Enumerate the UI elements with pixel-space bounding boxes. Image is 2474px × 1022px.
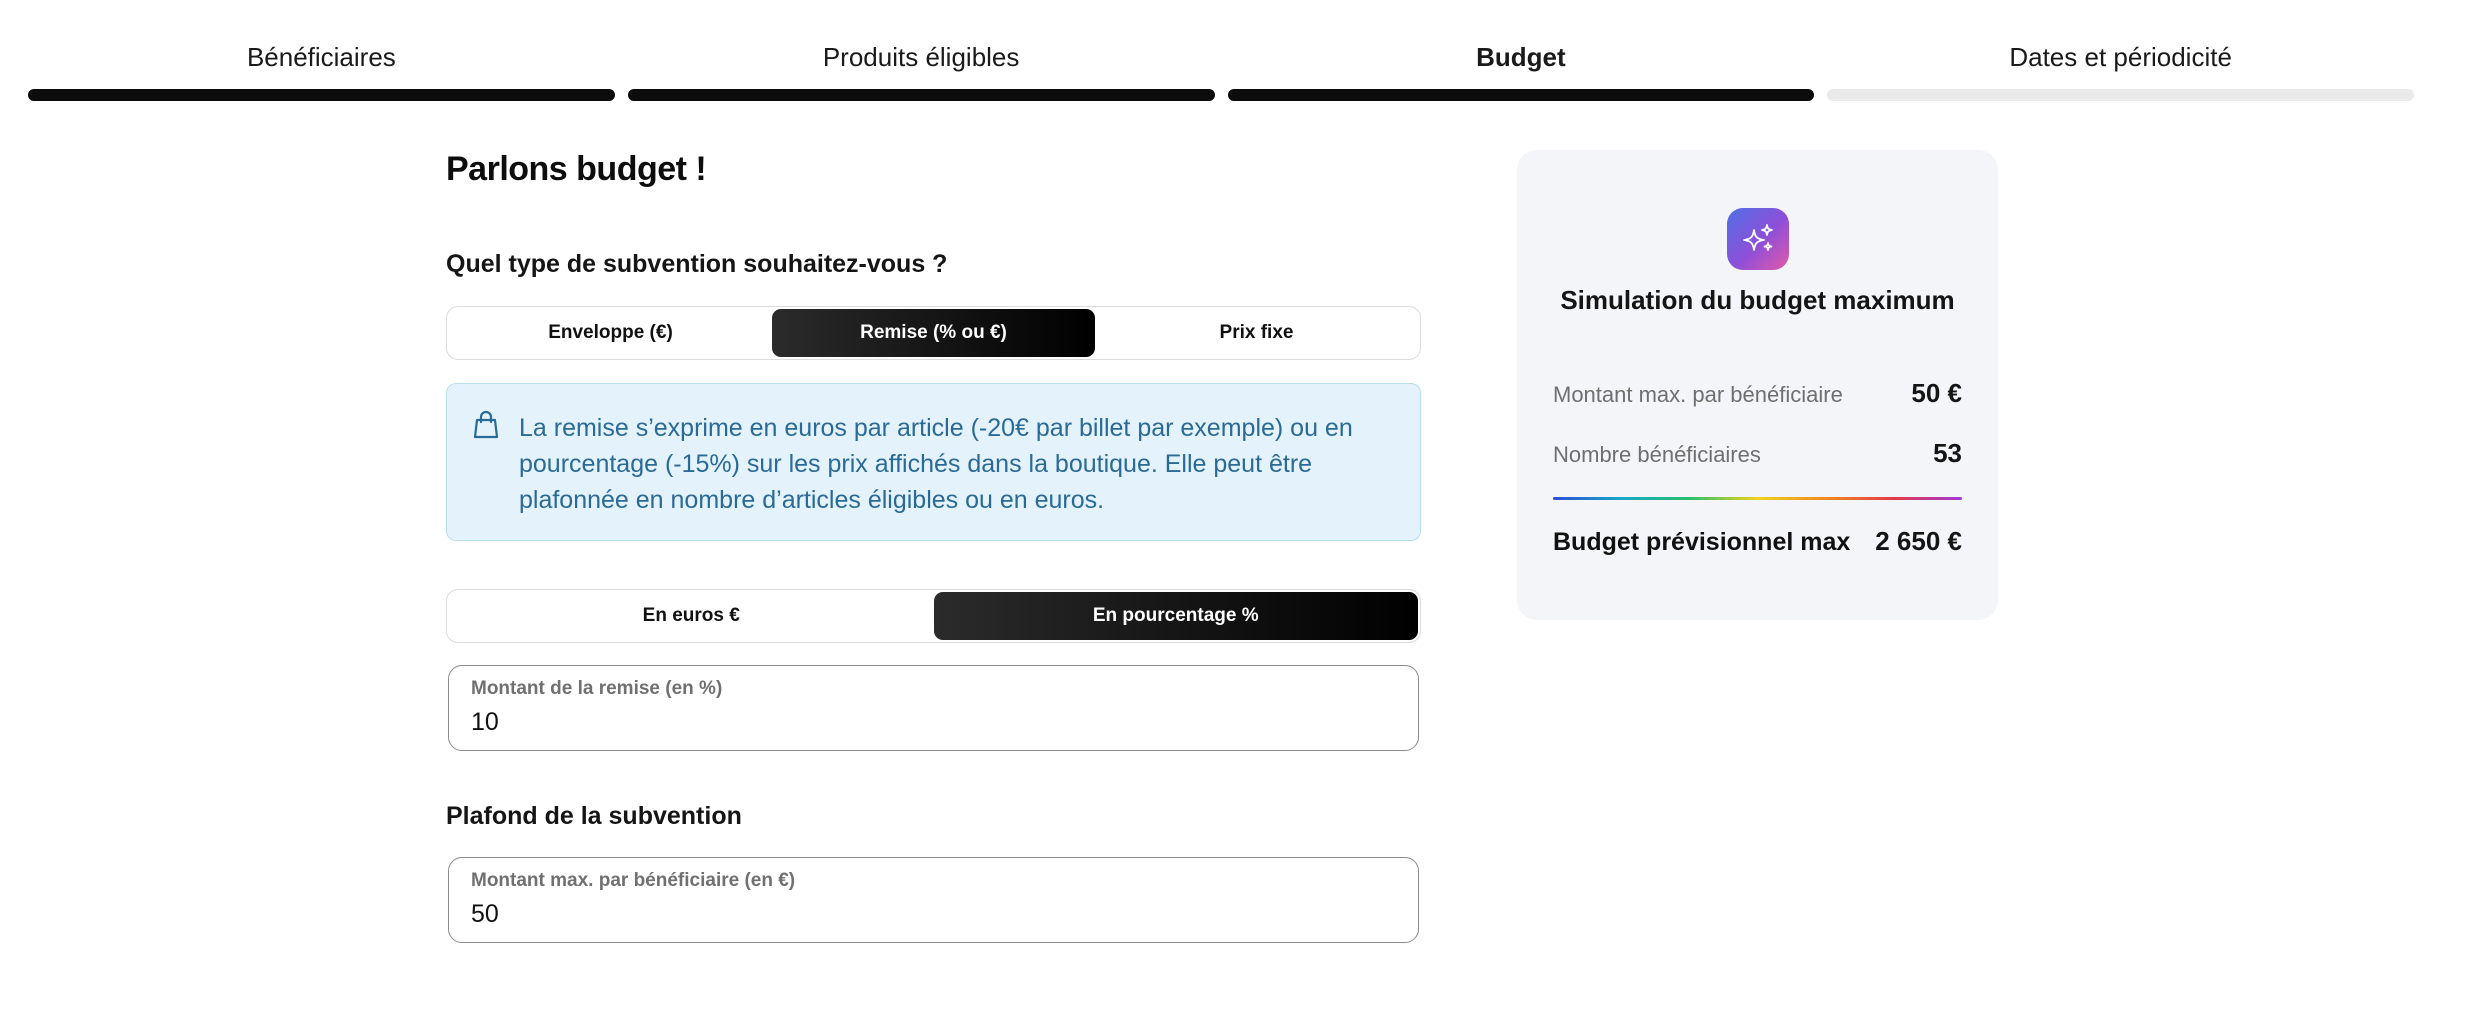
option-prix-fixe[interactable]: Prix fixe — [1219, 322, 1294, 343]
budget-simulation-card — [1517, 150, 1998, 620]
max-amount-label: Montant max. par bénéficiaire — [1553, 382, 1843, 407]
max-amount-value: 50 € — [1911, 378, 1962, 408]
step-label: Produits éligibles — [822, 42, 1020, 72]
step-beneficiaires[interactable] — [28, 0, 615, 110]
plafond-amount-input[interactable] — [471, 900, 1396, 929]
beneficiaries-value: 53 — [1933, 438, 1962, 468]
total-budget-value: 2 650 € — [1875, 526, 1962, 556]
option-remise[interactable]: Remise (% ou €) — [772, 309, 1095, 357]
remise-amount-field[interactable] — [448, 665, 1419, 751]
shopping-bag-icon — [473, 410, 499, 440]
max-amount-row — [1553, 378, 1962, 409]
progress-stepper — [28, 0, 2414, 110]
info-callout — [446, 383, 1421, 541]
subvention-type-selector — [446, 306, 1421, 360]
plafond-amount-field[interactable] — [448, 857, 1419, 943]
beneficiaries-label: Nombre bénéficiaires — [1553, 442, 1761, 467]
plafond-title: Plafond de la subvention — [446, 802, 742, 830]
info-text: La remise s’exprime en euros par article (-20€ par billet par exemple) ou en pourcentage (-15%) sur les prix affichés dans la boutique. Elle peut être plafonnée en nombre d’articles éligibles ou en euros. — [519, 414, 1353, 514]
remise-amount-input[interactable] — [471, 708, 1396, 737]
subvention-type-question: Quel type de subvention souhaitez-vous ? — [446, 250, 948, 278]
option-enveloppe[interactable]: Enveloppe (€) — [548, 322, 673, 343]
page-title: Parlons budget ! — [446, 150, 707, 188]
budget-form — [446, 150, 1421, 891]
total-budget-row — [1553, 526, 1962, 557]
remise-field-label: Montant de la remise (en %) — [471, 678, 723, 699]
step-produits-eligibles[interactable] — [628, 0, 1215, 110]
step-label: Dates et périodicité — [2009, 42, 2232, 72]
step-label: Bénéficiaires — [246, 42, 396, 72]
sparkles-badge — [1727, 208, 1789, 270]
beneficiaries-row — [1553, 438, 1962, 469]
step-progress-bar — [28, 89, 615, 101]
plafond-field-label: Montant max. par bénéficiaire (en €) — [471, 870, 796, 891]
step-progress-bar — [628, 89, 1215, 101]
sparkles-icon — [1739, 220, 1777, 258]
step-dates-periodicite[interactable] — [1827, 0, 2414, 110]
step-budget[interactable] — [1228, 0, 1815, 110]
option-euros[interactable]: En euros € — [642, 605, 740, 626]
unit-selector — [446, 589, 1421, 643]
option-pourcentage[interactable]: En pourcentage % — [934, 592, 1419, 640]
step-label: Budget — [1476, 42, 1566, 72]
step-progress-bar — [1827, 89, 2414, 101]
step-progress-bar — [1228, 89, 1815, 101]
simulation-title: Simulation du budget maximum — [1560, 285, 1955, 315]
gradient-divider — [1553, 497, 1962, 500]
total-budget-label: Budget prévisionnel max — [1553, 528, 1851, 556]
